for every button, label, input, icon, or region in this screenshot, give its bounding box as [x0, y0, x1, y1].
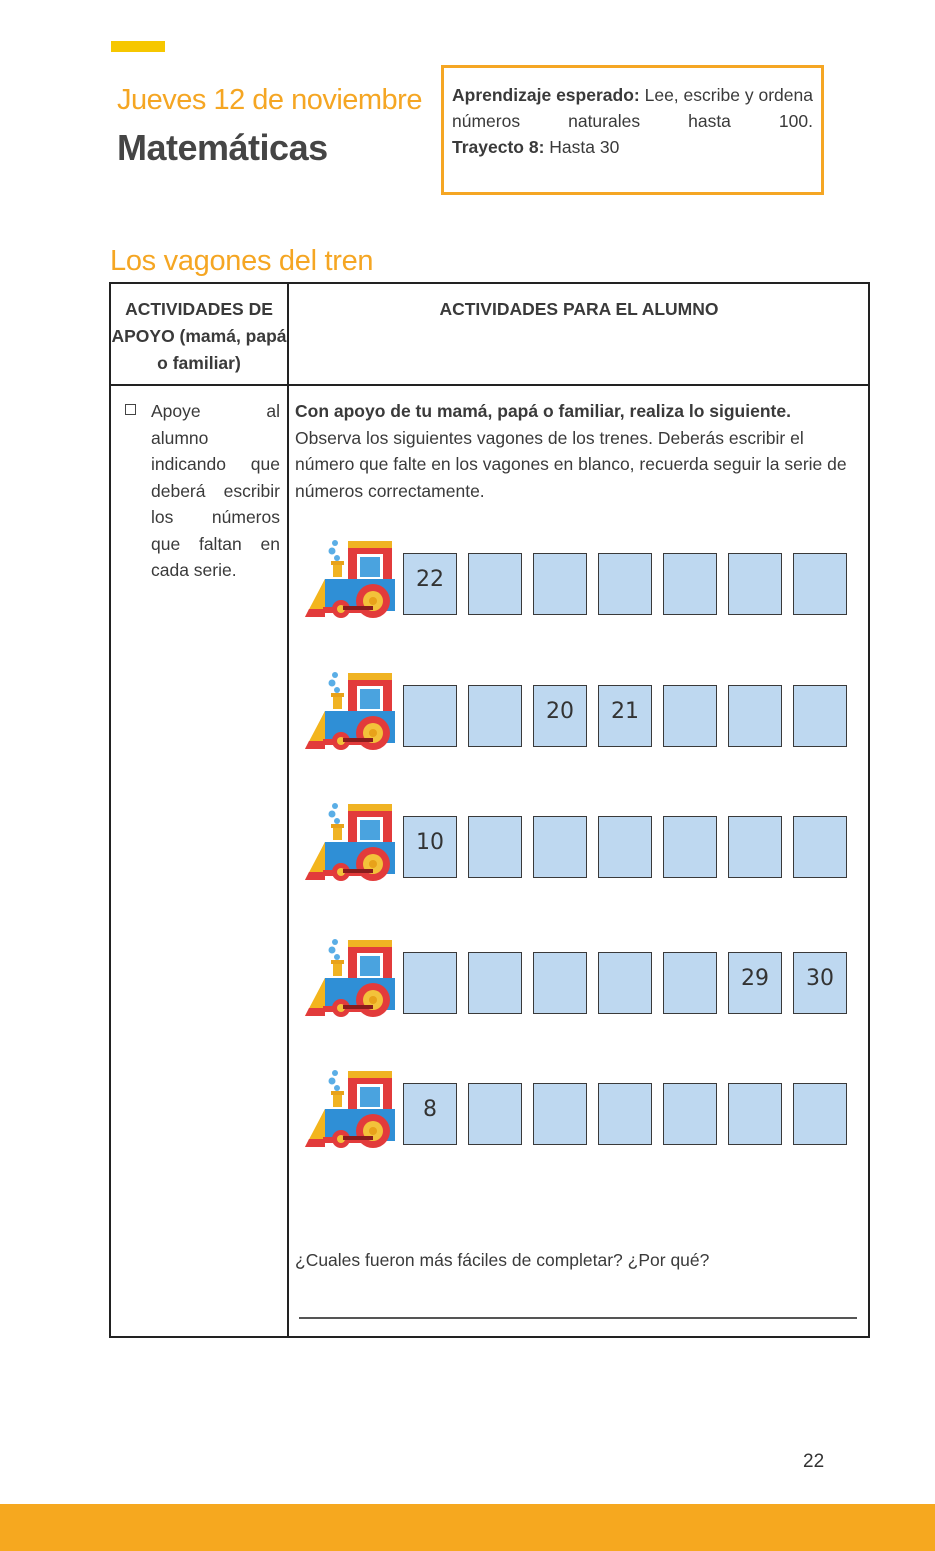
wagon-blank[interactable]	[403, 685, 457, 747]
support-activity	[125, 398, 280, 584]
train-row	[303, 1069, 863, 1149]
student-column-header: ACTIVIDADES PARA EL ALUMNO	[439, 299, 719, 319]
page-number: 22	[803, 1451, 825, 1472]
wagon-blank[interactable]	[533, 816, 587, 878]
locomotive-icon	[303, 802, 403, 882]
locomotive-icon	[303, 671, 403, 751]
footer-bar	[0, 1504, 935, 1551]
learning-text: Lee, escribe y ordena números naturales hasta 100.	[452, 85, 813, 131]
trayecto-label: Trayecto 8:	[452, 137, 545, 157]
trayecto-text: Hasta 30	[549, 137, 620, 157]
answer-line[interactable]	[299, 1317, 857, 1319]
wagon-blank[interactable]	[793, 816, 847, 878]
wagon-blank[interactable]	[533, 952, 587, 1014]
column-divider	[287, 284, 289, 1336]
wagon-number: 8	[403, 1083, 457, 1145]
wagon-blank[interactable]	[598, 952, 652, 1014]
wagon-blank[interactable]	[533, 553, 587, 615]
wagon-blank[interactable]	[663, 685, 717, 747]
checkbox-bullet-icon	[125, 404, 136, 415]
wagon-blank[interactable]	[468, 1083, 522, 1145]
wagon-blank[interactable]	[663, 816, 717, 878]
subject-heading: Matemáticas	[117, 127, 328, 168]
wagon-blank[interactable]	[468, 816, 522, 878]
wagon-blank[interactable]	[793, 553, 847, 615]
support-column-header: ACTIVIDADES DE APOYO (mamá, papá o familiar)	[111, 299, 287, 373]
locomotive-icon	[303, 938, 403, 1018]
train-row	[303, 938, 863, 1018]
train-row	[303, 802, 863, 882]
header-divider	[111, 384, 868, 386]
wagon-blank[interactable]	[403, 952, 457, 1014]
wagon-number: 22	[403, 553, 457, 615]
train-row	[303, 671, 863, 751]
wagon-blank[interactable]	[728, 1083, 782, 1145]
student-activity	[295, 398, 855, 504]
locomotive-icon	[303, 539, 403, 619]
wagon-number: 10	[403, 816, 457, 878]
wagon-number: 21	[598, 685, 652, 747]
wagon-blank[interactable]	[663, 952, 717, 1014]
wagon-blank[interactable]	[598, 816, 652, 878]
learning-objective	[452, 82, 813, 134]
wagon-blank[interactable]	[468, 952, 522, 1014]
learning-label: Aprendizaje esperado:	[452, 85, 640, 105]
wagon-blank[interactable]	[793, 685, 847, 747]
student-activity-lead: Con apoyo de tu mamá, papá o familiar, realiza lo siguiente.	[295, 401, 791, 421]
wagon-number: 29	[728, 952, 782, 1014]
support-activity-text: Apoye al alumno indicando que deberá escribir los números que faltan en cada serie.	[151, 401, 280, 580]
wagon-blank[interactable]	[728, 553, 782, 615]
wagon-number: 20	[533, 685, 587, 747]
trayecto	[452, 134, 813, 160]
wagon-number: 30	[793, 952, 847, 1014]
header-accent-bar	[111, 41, 165, 52]
locomotive-icon	[303, 1069, 403, 1149]
train-row	[303, 539, 863, 619]
wagon-blank[interactable]	[728, 816, 782, 878]
wagon-blank[interactable]	[663, 553, 717, 615]
student-activity-description: Observa los siguientes vagones de los trenes. Deberás escribir el número que falte en los vagones en blanco, recuerda seguir la serie de números correctamente.	[295, 427, 847, 501]
reflection-question: ¿Cuales fueron más fáciles de completar? ¿Por qué?	[295, 1250, 710, 1270]
wagon-blank[interactable]	[598, 553, 652, 615]
wagon-blank[interactable]	[663, 1083, 717, 1145]
wagon-blank[interactable]	[793, 1083, 847, 1145]
activities-table	[109, 282, 870, 1338]
learning-objective-box	[441, 65, 824, 195]
wagon-blank[interactable]	[728, 685, 782, 747]
wagon-blank[interactable]	[533, 1083, 587, 1145]
wagon-blank[interactable]	[468, 553, 522, 615]
section-title: Los vagones del tren	[110, 245, 374, 277]
wagon-blank[interactable]	[468, 685, 522, 747]
wagon-blank[interactable]	[598, 1083, 652, 1145]
date-heading: Jueves 12 de noviembre	[117, 84, 422, 116]
